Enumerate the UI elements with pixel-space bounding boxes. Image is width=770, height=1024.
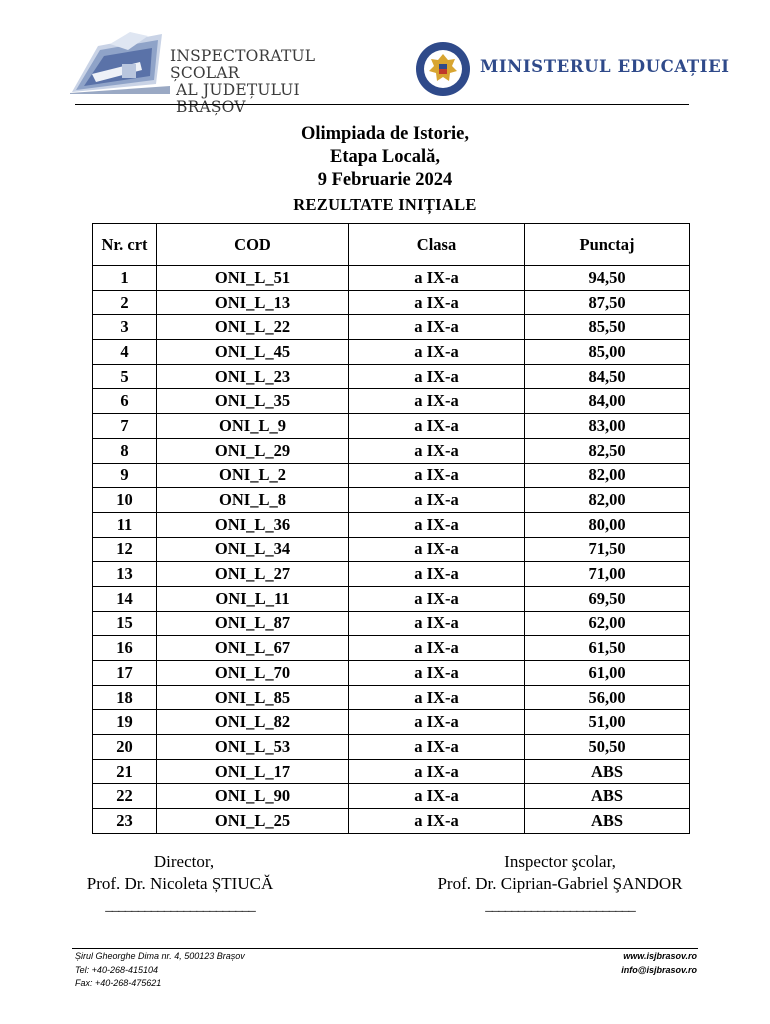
- cell-cod: ONI_L_22: [157, 315, 349, 340]
- cell-cod: ONI_L_17: [157, 759, 349, 784]
- cell-cod: ONI_L_45: [157, 340, 349, 365]
- cell-nr: 7: [93, 414, 157, 439]
- footer-website[interactable]: www.isjbrasov.ro: [623, 951, 697, 961]
- director-role: Director,: [153, 852, 215, 871]
- cell-cod: ONI_L_8: [157, 488, 349, 513]
- cell-clasa: a IX-a: [349, 586, 525, 611]
- cell-nr: 14: [93, 586, 157, 611]
- footer-contact: [75, 950, 245, 991]
- table-row: [93, 735, 690, 760]
- cell-clasa: a IX-a: [349, 661, 525, 686]
- inspector-signature: [420, 851, 700, 917]
- cell-nr: 20: [93, 735, 157, 760]
- table-row: [93, 438, 690, 463]
- cell-nr: 4: [93, 340, 157, 365]
- cell-clasa: a IX-a: [349, 636, 525, 661]
- table-row: [93, 340, 690, 365]
- table-row: [93, 586, 690, 611]
- cell-nr: 11: [93, 512, 157, 537]
- cell-clasa: a IX-a: [349, 266, 525, 291]
- cell-punctaj: 80,00: [525, 512, 690, 537]
- cell-punctaj: 82,00: [525, 488, 690, 513]
- document-title: [0, 123, 770, 215]
- cell-clasa: a IX-a: [349, 389, 525, 414]
- table-row: [93, 809, 690, 834]
- table-row: [93, 414, 690, 439]
- cell-punctaj: 61,50: [525, 636, 690, 661]
- table-row: [93, 636, 690, 661]
- cell-punctaj: 71,50: [525, 537, 690, 562]
- isj-name-line2: AL JUDEȚULUI BRAȘOV: [176, 81, 300, 116]
- cell-clasa: a IX-a: [349, 512, 525, 537]
- ministry-logo: [412, 40, 730, 98]
- cell-clasa: a IX-a: [349, 290, 525, 315]
- cell-punctaj: 87,50: [525, 290, 690, 315]
- cell-punctaj: 62,00: [525, 611, 690, 636]
- header-punctaj: Punctaj: [525, 224, 690, 266]
- results-table: [92, 223, 690, 834]
- cell-punctaj: ABS: [525, 784, 690, 809]
- header-clasa: Clasa: [349, 224, 525, 266]
- table-row: [93, 784, 690, 809]
- cell-cod: ONI_L_70: [157, 661, 349, 686]
- cell-punctaj: ABS: [525, 759, 690, 784]
- table-header-row: [93, 224, 690, 266]
- ministry-name: MINISTERUL EDUCAȚIEI: [480, 57, 730, 76]
- cell-nr: 17: [93, 661, 157, 686]
- cell-clasa: a IX-a: [349, 315, 525, 340]
- director-signature-line: _______________________: [105, 898, 255, 914]
- cell-cod: ONI_L_87: [157, 611, 349, 636]
- cell-punctaj: 50,50: [525, 735, 690, 760]
- cell-cod: ONI_L_27: [157, 562, 349, 587]
- table-row: [93, 488, 690, 513]
- cell-clasa: a IX-a: [349, 414, 525, 439]
- cell-clasa: a IX-a: [349, 463, 525, 488]
- cell-punctaj: 85,50: [525, 315, 690, 340]
- cell-cod: ONI_L_35: [157, 389, 349, 414]
- cell-cod: ONI_L_82: [157, 710, 349, 735]
- results-body: [93, 266, 690, 834]
- table-row: [93, 759, 690, 784]
- header-cod: COD: [157, 224, 349, 266]
- cell-cod: ONI_L_36: [157, 512, 349, 537]
- cell-punctaj: 71,00: [525, 562, 690, 587]
- cell-nr: 5: [93, 364, 157, 389]
- cell-punctaj: 82,50: [525, 438, 690, 463]
- cell-cod: ONI_L_13: [157, 290, 349, 315]
- director-name: Prof. Dr. Nicoleta ȘTIUCĂ: [86, 874, 274, 893]
- cell-punctaj: 56,00: [525, 685, 690, 710]
- table-row: [93, 463, 690, 488]
- footer-divider: [72, 948, 698, 949]
- director-signature: [60, 851, 300, 917]
- cell-cod: ONI_L_23: [157, 364, 349, 389]
- cell-punctaj: 69,50: [525, 586, 690, 611]
- table-row: [93, 562, 690, 587]
- cell-clasa: a IX-a: [349, 784, 525, 809]
- table-row: [93, 290, 690, 315]
- title-stage: Etapa Locală,: [330, 147, 440, 167]
- cell-clasa: a IX-a: [349, 562, 525, 587]
- cell-cod: ONI_L_67: [157, 636, 349, 661]
- cell-clasa: a IX-a: [349, 438, 525, 463]
- table-row: [93, 512, 690, 537]
- cell-clasa: a IX-a: [349, 685, 525, 710]
- cell-punctaj: 83,00: [525, 414, 690, 439]
- cell-punctaj: ABS: [525, 809, 690, 834]
- cell-clasa: a IX-a: [349, 809, 525, 834]
- cell-nr: 9: [93, 463, 157, 488]
- cell-cod: ONI_L_53: [157, 735, 349, 760]
- table-row: [93, 389, 690, 414]
- cell-cod: ONI_L_29: [157, 438, 349, 463]
- cell-nr: 1: [93, 266, 157, 291]
- cell-nr: 13: [93, 562, 157, 587]
- cell-cod: ONI_L_34: [157, 537, 349, 562]
- title-olympiad: Olimpiada de Istorie,: [300, 124, 470, 144]
- cell-clasa: a IX-a: [349, 537, 525, 562]
- table-row: [93, 364, 690, 389]
- isj-logo: [70, 26, 350, 116]
- cell-punctaj: 61,00: [525, 661, 690, 686]
- cell-clasa: a IX-a: [349, 364, 525, 389]
- cell-punctaj: 51,00: [525, 710, 690, 735]
- inspector-signature-line: _______________________: [485, 898, 635, 914]
- footer-fax: Fax: +40-268-475621: [75, 978, 162, 988]
- cell-nr: 19: [93, 710, 157, 735]
- cell-nr: 2: [93, 290, 157, 315]
- cell-clasa: a IX-a: [349, 735, 525, 760]
- cell-cod: ONI_L_11: [157, 586, 349, 611]
- footer-links: [621, 950, 697, 977]
- isj-name-line1: INSPECTORATUL ȘCOLAR: [170, 47, 316, 82]
- cell-cod: ONI_L_90: [157, 784, 349, 809]
- cell-nr: 21: [93, 759, 157, 784]
- cell-punctaj: 82,00: [525, 463, 690, 488]
- cell-cod: ONI_L_85: [157, 685, 349, 710]
- government-seal-icon: [412, 40, 474, 98]
- footer-tel: Tel: +40-268-415104: [75, 964, 158, 975]
- cell-nr: 23: [93, 809, 157, 834]
- table-row: [93, 315, 690, 340]
- cell-nr: 18: [93, 685, 157, 710]
- table-row: [93, 611, 690, 636]
- title-date: 9 Februarie 2024: [317, 170, 453, 190]
- cell-clasa: a IX-a: [349, 611, 525, 636]
- cell-punctaj: 85,00: [525, 340, 690, 365]
- cell-nr: 12: [93, 537, 157, 562]
- cell-nr: 6: [93, 389, 157, 414]
- footer-address: Șirul Gheorghe Dima nr. 4, 500123 Brașov: [75, 951, 245, 961]
- cell-cod: ONI_L_25: [157, 809, 349, 834]
- cell-cod: ONI_L_51: [157, 266, 349, 291]
- cell-nr: 16: [93, 636, 157, 661]
- cell-cod: ONI_L_9: [157, 414, 349, 439]
- title-results: REZULTATE INIȚIALE: [293, 195, 477, 214]
- cell-clasa: a IX-a: [349, 488, 525, 513]
- inspector-role: Inspector şcolar,: [504, 852, 616, 871]
- cell-punctaj: 94,50: [525, 266, 690, 291]
- cell-nr: 8: [93, 438, 157, 463]
- cell-punctaj: 84,50: [525, 364, 690, 389]
- header-nr: Nr. crt: [93, 224, 157, 266]
- cell-cod: ONI_L_2: [157, 463, 349, 488]
- inspector-name: Prof. Dr. Ciprian-Gabriel ŞANDOR: [437, 874, 683, 893]
- cell-nr: 22: [93, 784, 157, 809]
- table-row: [93, 685, 690, 710]
- cell-nr: 10: [93, 488, 157, 513]
- cell-clasa: a IX-a: [349, 710, 525, 735]
- header-divider: [75, 104, 689, 105]
- footer-email[interactable]: info@isjbrasov.ro: [621, 964, 697, 975]
- table-row: [93, 710, 690, 735]
- cell-nr: 15: [93, 611, 157, 636]
- cell-clasa: a IX-a: [349, 759, 525, 784]
- cell-punctaj: 84,00: [525, 389, 690, 414]
- cell-nr: 3: [93, 315, 157, 340]
- table-row: [93, 661, 690, 686]
- table-row: [93, 537, 690, 562]
- cell-clasa: a IX-a: [349, 340, 525, 365]
- isj-emblem-icon: [70, 26, 170, 94]
- table-row: [93, 266, 690, 291]
